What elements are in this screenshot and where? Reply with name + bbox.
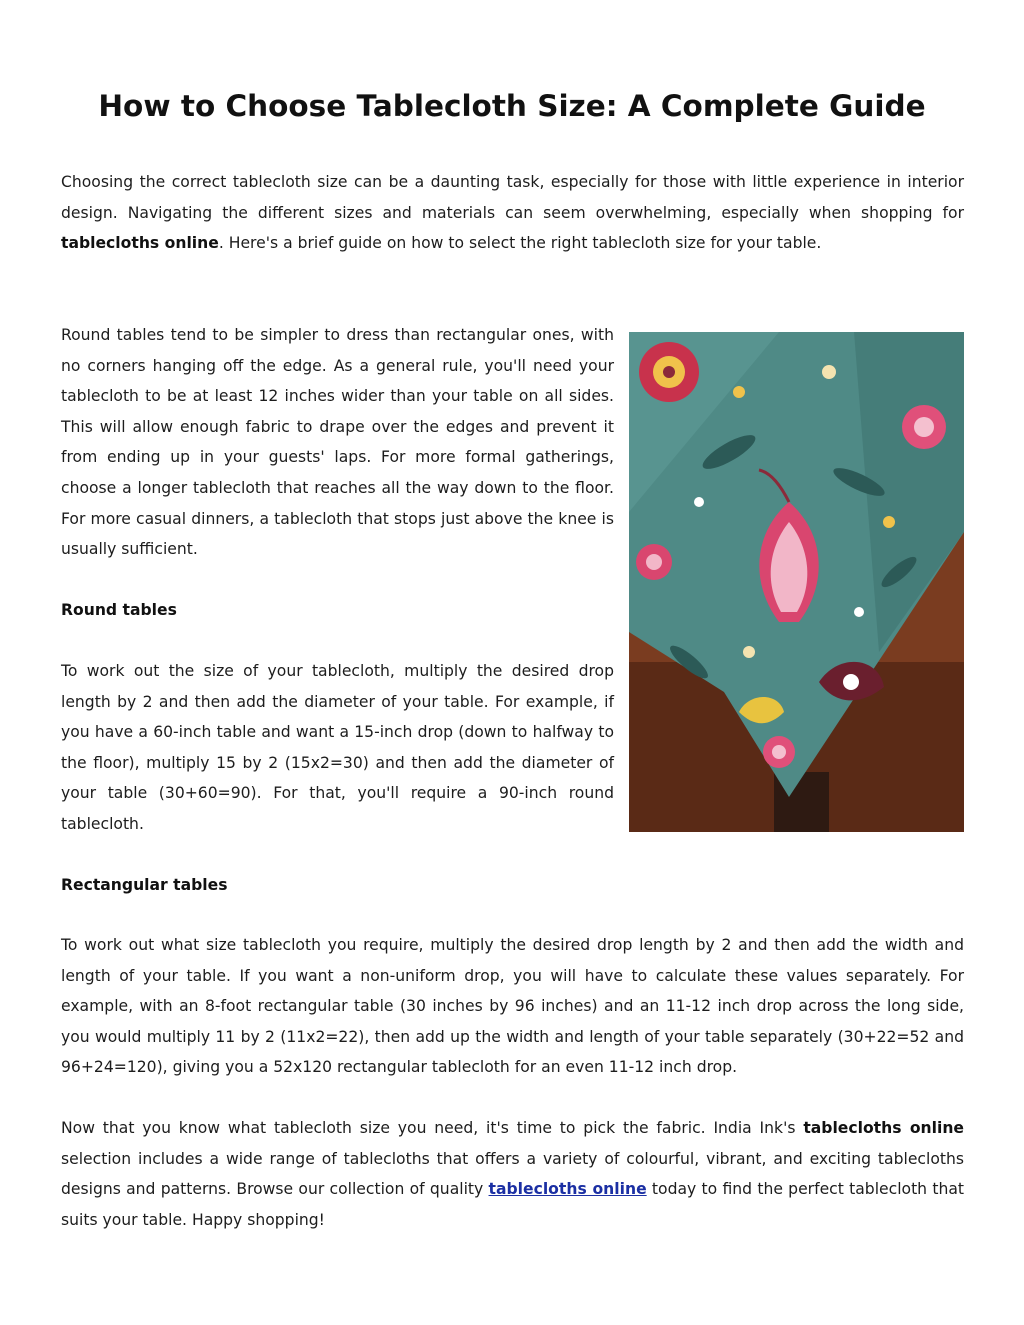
tablecloth-photo — [629, 332, 964, 832]
closing-text-3: today to find the perfect tablecloth that suits your table. Happy shopping! — [61, 1180, 965, 1229]
closing-text-2: selection includes a wide range of tablecloths that offers a variety of colourful, vibrant, and exciting tablecloths designs and patterns. Browse our collection of quality — [61, 1149, 964, 1199]
round-intro-paragraph: Round tables tend to be simpler to dress than rectangular ones, with no corners hanging off the edge. As a general rule, you'll need your tablecloth to be at least 12 inches wider than your table on all sides. This will allow enough fabric to drape over the edges and prevent it from ending up in your guests' laps. For more formal gatherings, choose a longer tablecloth that reaches all the way down to the floor. For more casual dinners, a tablecloth that stops just above the knee is usually sufficient. — [61, 326, 614, 559]
intro-paragraph — [61, 167, 964, 259]
intro-text-1: Choosing the correct tablecloth size can be a daunting task, especially for those with little experience in interior design. Navigating the different sizes and materials can seem overwhelming, especially when shopping for — [61, 173, 964, 222]
intro-bold-keyword: tablecloths online — [61, 234, 219, 253]
rectangular-tables-heading: Rectangular tables — [61, 876, 228, 894]
round-tables-paragraph: To work out the size of your tablecloth, multiply the desired drop length by 2 and then add the diameter of your table. For example, if you have a 60-inch table and want a 15-inch drop (down to halfway to the floor), multiply 15 by 2 (15x2=30) and then add the diameter of your table (30+60=90). For that, you'll require a 90-inch round tablecloth. — [61, 662, 614, 833]
flower-red-top — [639, 342, 699, 402]
page-title: How to Choose Tablecloth Size: A Complete Guide — [98, 89, 926, 123]
tablecloths-online-link[interactable]: tablecloths online — [488, 1180, 647, 1199]
closing-text-1: Now that you know what tablecloth size you need, it's time to pick the fabric. India Ink's — [61, 1119, 804, 1137]
rectangular-tables-paragraph: To work out what size tablecloth you require, multiply the desired drop length by 2 and then add the width and length of your table. If you want a non-uniform drop, you will have to calculate these values separately. For example, with an 8-foot rectangular table (30 inches by 96 inches) and an 11-12 inch drop across the long side, you would multiply 11 by 2 (11x2=22), then add up the width and length of your table separately (30+22=52 and 96+24=120), giving you a 52x120 rectangular tablecloth for an even 11-12 inch drop. — [61, 936, 964, 1077]
round-tables-heading: Round tables — [61, 601, 177, 619]
intro-text-2: . Here's a brief guide on how to select the right tablecloth size for your table. — [218, 234, 822, 253]
closing-paragraph — [61, 1113, 964, 1235]
closing-bold-keyword: tablecloths online — [803, 1119, 965, 1137]
flower-pink-right — [902, 405, 946, 449]
flower-pink-left — [636, 544, 672, 580]
